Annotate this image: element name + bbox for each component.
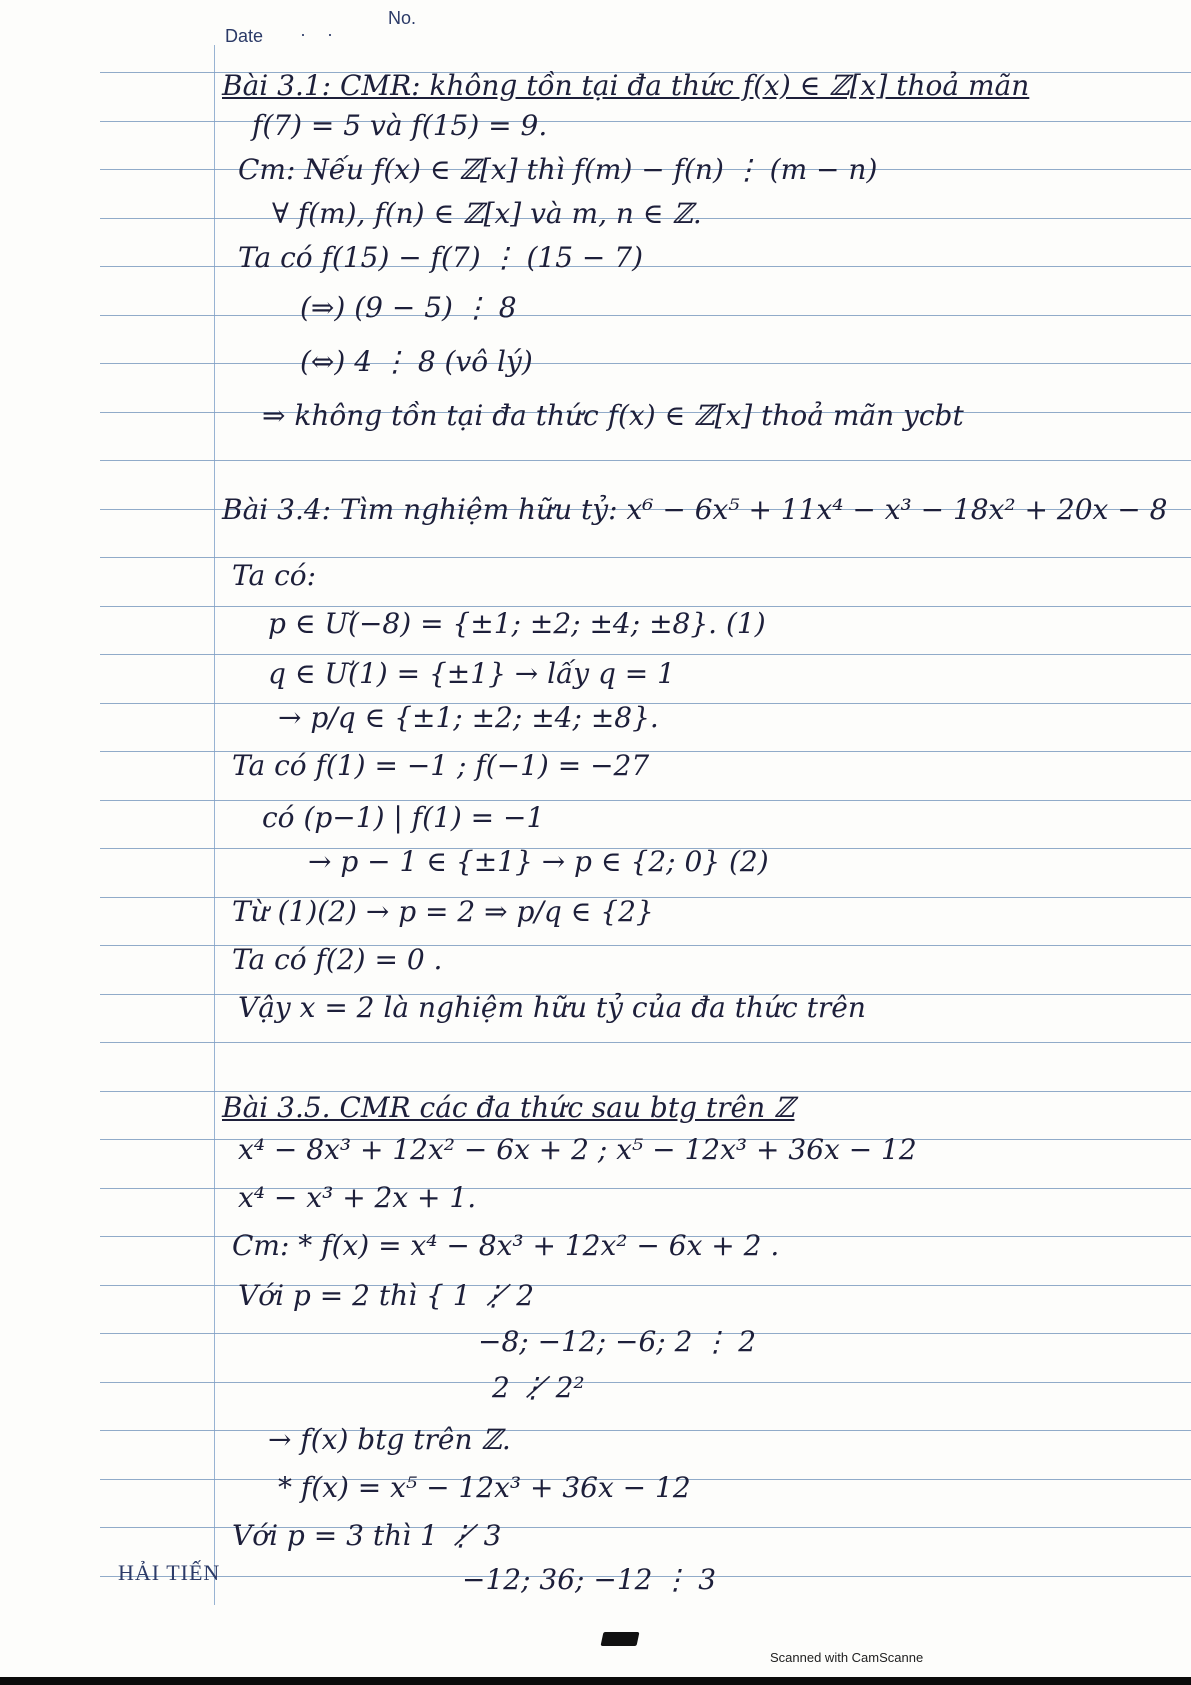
lemma-line-2: ∀ f(m), f(n) ∈ ℤ[x] và m, n ∈ ℤ. <box>272 197 702 230</box>
ruled-line <box>100 1042 1191 1043</box>
solution-3-5-line-7: Với p = 3 thì 1 ⋮̸ 3 <box>232 1519 502 1552</box>
date-dots: · · <box>300 24 341 44</box>
solution-3-4-line-5: Ta có f(1) = −1 ; f(−1) = −27 <box>232 749 650 782</box>
solution-3-1-line-1: Ta có f(15) − f(7) ⋮ (15 − 7) <box>238 241 644 274</box>
solution-3-4-line-7: → p − 1 ∈ {±1} → p ∈ {2; 0} (2) <box>308 845 769 878</box>
ruled-line <box>100 315 1191 316</box>
solution-3-4-line-6: có (p−1) | f(1) = −1 <box>262 801 545 834</box>
problem-3-1-conditions: f(7) = 5 và f(15) = 9. <box>252 109 548 142</box>
solution-3-5-line-8: −12; 36; −12 ⋮ 3 <box>462 1563 717 1596</box>
ruled-line <box>100 460 1191 461</box>
number-label: No. <box>388 8 417 28</box>
ruled-line <box>100 1382 1191 1383</box>
scanner-logo-mark <box>601 1632 640 1646</box>
solution-3-5-line-1: Cm: * f(x) = x⁴ − 8x³ + 12x² − 6x + 2 . <box>232 1229 780 1262</box>
solution-3-5-line-4: 2 ⋮̸ 2² <box>492 1371 585 1404</box>
problem-3-4-statement: Bài 3.4: Tìm nghiệm hữu tỷ: x⁶ − 6x⁵ + 11x⁴ − x³ − 18x² + 20x − 8 <box>222 493 1168 526</box>
ruled-line <box>100 654 1191 655</box>
lemma-line-1: Cm: Nếu f(x) ∈ ℤ[x] thì f(m) − f(n) ⋮ (m − n) <box>238 153 878 186</box>
solution-3-5-line-5: → f(x) btg trên ℤ. <box>268 1423 511 1456</box>
ruled-line <box>100 363 1191 364</box>
brand-logo: HẢI TIẾN <box>118 1560 221 1585</box>
scanner-watermark: Scanned with CamScanne <box>770 1650 924 1665</box>
margin-line <box>214 45 215 1605</box>
problem-3-5-statement: Bài 3.5. CMR các đa thức sau btg trên ℤ <box>222 1091 795 1124</box>
date-label: Date <box>225 26 264 46</box>
problem-3-5-polynomials-2: x⁴ − x³ + 2x + 1. <box>238 1181 477 1214</box>
solution-3-5-line-6: * f(x) = x⁵ − 12x³ + 36x − 12 <box>278 1471 691 1504</box>
solution-3-4-line-2: p ∈ Ư(−8) = {±1; ±2; ±4; ±8}. (1) <box>268 607 766 640</box>
solution-3-4-line-8: Từ (1)(2) → p = 2 ⇒ p/q ∈ {2} <box>232 895 654 928</box>
solution-3-5-line-3: −8; −12; −6; 2 ⋮ 2 <box>478 1325 757 1358</box>
solution-3-4-line-9: Ta có f(2) = 0 . <box>232 943 443 976</box>
solution-3-1-conclusion: ⇒ không tồn tại đa thức f(x) ∈ ℤ[x] thoả mãn ycbt <box>262 399 964 432</box>
ruled-line <box>100 1430 1191 1431</box>
problem-3-5-polynomials-1: x⁴ − 8x³ + 12x² − 6x + 2 ; x⁵ − 12x³ + 36x − 12 <box>238 1133 917 1166</box>
problem-3-1-statement: Bài 3.1: CMR: không tồn tại đa thức f(x) ∈ ℤ[x] thoả mãn <box>222 69 1030 102</box>
page-bottom-edge <box>0 1677 1191 1685</box>
solution-3-4-line-3: q ∈ Ư(1) = {±1} → lấy q = 1 <box>268 657 675 690</box>
solution-3-1-line-3: (⇔) 4 ⋮ 8 (vô lý) <box>300 345 533 378</box>
solution-3-4-line-4: → p/q ∈ {±1; ±2; ±4; ±8}. <box>278 701 659 734</box>
solution-3-5-line-2: Với p = 2 thì { 1 ⋮̸ 2 <box>238 1279 535 1312</box>
solution-3-4-conclusion: Vậy x = 2 là nghiệm hữu tỷ của đa thức trên <box>238 991 866 1024</box>
solution-3-4-line-1: Ta có: <box>232 559 317 592</box>
solution-3-1-line-2: (⇒) (9 − 5) ⋮ 8 <box>300 291 517 324</box>
